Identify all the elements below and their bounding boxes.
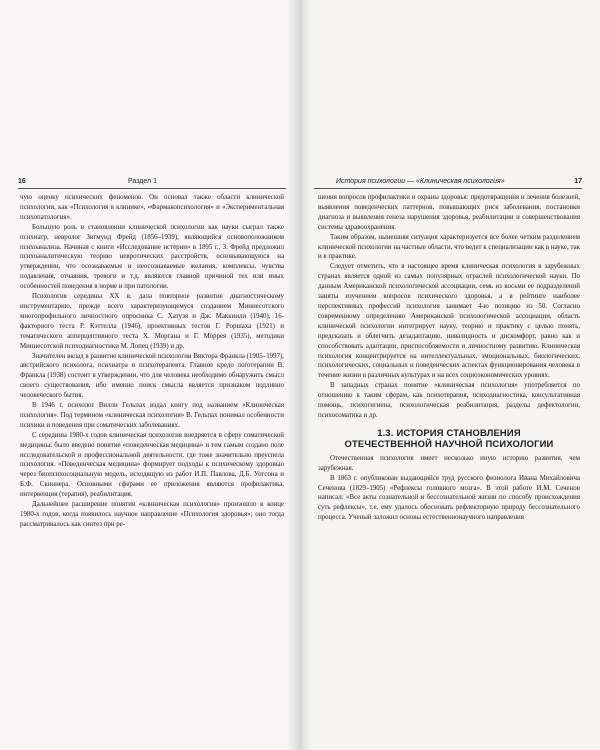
paragraph: Значителен вклад в развитие клинической психологии Виктора Франкла (1905–1997), австрийского психолога, психиатра и психотерапевта. Главное кредо логотерапии В. Франкла (1938) состоит в утверждении, что для человека необходимо обнаружить смысл своего существования, ибо именно поиск смысла является признаком подлинно человеческого бытия.: [20, 352, 284, 400]
right-page: [300, 0, 600, 750]
paragraph: Следует отметить, что в настоящее время клиническая психология в зарубежных странах является одной из самых популярных отраслей психологической науки. По данным Американской психологической ассоциации, семь из восьми ее подразделений заняты изучением вопросов психического здоровья, а в рейтинге наиболее перспективных профессий психология занимает 4-ю позицию из 50. Согласно современному определению Американской психологической ассоциации, область клинической психологии интегрирует науку, теорию и практику с целью понять, предсказать и облегчить дезадаптацию, инвалидность и дискомфорт, равно как и способствовать адаптации, приспособляемости и личностному развитию. Клиническая психология концентрируется на интеллектуальных, эмоциональных, биологических, психологических, социальных и поведенческих аспектах функционирования человека в течение жизни в различных культурах и на всех социоэкономических уровнях.: [318, 263, 580, 380]
section-heading-line1: 1.3. ИСТОРИЯ СТАНОВЛЕНИЯ: [377, 426, 521, 438]
paragraph: Большую роль в становлении клинической психологии как науки сыграл также психиатр, невролог Зигмунд Фрейд (1856–1939), являющийся основоположником психоанализа. Начиная с книги «Исследование истерии» в 1895 г., З. Фрейд предложил психоаналитическую теорию невротических расстройств, основывающуюся на утверждении, что осознаваемые и неосознаваемые желания, комплексы, чувства подавления, отчаяния, тревоги и т.д. являются главной причиной тех или иных особенностей поведения в норме и при патологии.: [20, 223, 284, 291]
book-gutter: [288, 0, 312, 750]
section-heading-line2: ОТЕЧЕСТВЕННОЙ НАУЧНОЙ ПСИХОЛОГИИ: [344, 437, 554, 449]
left-page-number: 16: [18, 178, 26, 185]
left-running-header: Раздел 1: [128, 178, 157, 185]
paragraph: В западных странах понятие «клиническая психология» употребляется по отношению к таким сферам, как психотерапия, психодиагностика, консультативная помощь, психогигиена, психологическая реабилитация, разделы дефектологии, психосоматика и др.: [318, 382, 580, 419]
right-running-header: История психологии — «Клиническая психология»: [336, 178, 505, 185]
left-page-body: [20, 193, 284, 690]
paragraph: В 1863 г. опубликован выдающийся труд русского физиолога Ивана Михайловича Сеченова (1829–1905) «Рефлексы головного мозга». В этой работе И.М. Сеченов написал: «Все акты сознательной и бессознательной жизни по способу происхождения суть рефлексы», т.е. ему удалось обосновать рефлекторную природу бессознательного процесса. Ученый заложил основы естественнонаучного направления: [318, 474, 580, 522]
paragraph: В 1946 г. психолог Вилли Гельпах издал книгу под названием «Клиническая психология». Под термином «клиническая психология» В. Гельпах понимал особенности психики и поведения при соматических заболеваниях.: [20, 402, 284, 429]
paragraph: Таким образом, нынешняя ситуация характеризуется все более четким разделением клинической психологии на частные области, что ведет к специализации как в науке, так и в практике.: [318, 233, 580, 261]
right-page-number: 17: [574, 178, 582, 185]
paragraph: Отечественная психология имеет несколько иную историю развития, чем зарубежная.: [318, 454, 580, 472]
section-heading: [318, 427, 580, 449]
right-page-body: [318, 193, 580, 690]
paragraph: Дальнейшее расширение понятия «клиническая психология» произошло в конце 1980-х годов, когда появилось научное направление «Психология здоровья»; оно тогда рассматривалось как синтез при ре-: [20, 501, 284, 528]
paragraph: чую оценку психических феноменов. Он основал также области клинической психологии, как «Психология в клинике», «Фармакопсихология» и «Экспериментальная психопатология».: [20, 194, 284, 221]
paragraph: С середины 1980-х годов клиническая психология внедряется в сферу соматической медицины: было введено понятие «поведенческая медицина» и тем самым создано поле исследовательской и профессиональной деятельности, где тоже значительно преуспела психология. «Поведенческая медицина» формирует подходы к психическому здоровью через биопсихосоциальную модель, исходящую из работ И.П. Павлова, Д.Б. Уотсона и Б.Ф. Скиннера. Основными сферами ее приложения являются профилактика, интервенция (терапия), реабилитация.: [20, 431, 284, 499]
paragraph: шения вопросов профилактики и охраны здоровья: предотвращения и лечения болезней, выявления поведенческих паттернов, повышающих риск заболевания, постановки диагноза и выявления генеза нарушения здоровья, реабилитации и совершенствования системы здравоохранения.: [318, 194, 580, 231]
paragraph: Психология середины XX в. дала повторное развитие диагностическому инструментарию, прежде всего характеризующемуся созданием Миннесотского многопрофильного личностного опросника С. Хатуэя и Дж. Маккинли (1940), 16-факторного теста Р. Кэттелла (1946), проективных тестов Г. Роршаха (1921) и тематического апперцептивного теста Х. Моргана и Г. Моррея (1935), методики Миннесотской психодиагностики М. Лопец (1939) и др.: [20, 293, 284, 350]
left-page-header: [18, 176, 286, 189]
right-page-header: [314, 176, 582, 189]
